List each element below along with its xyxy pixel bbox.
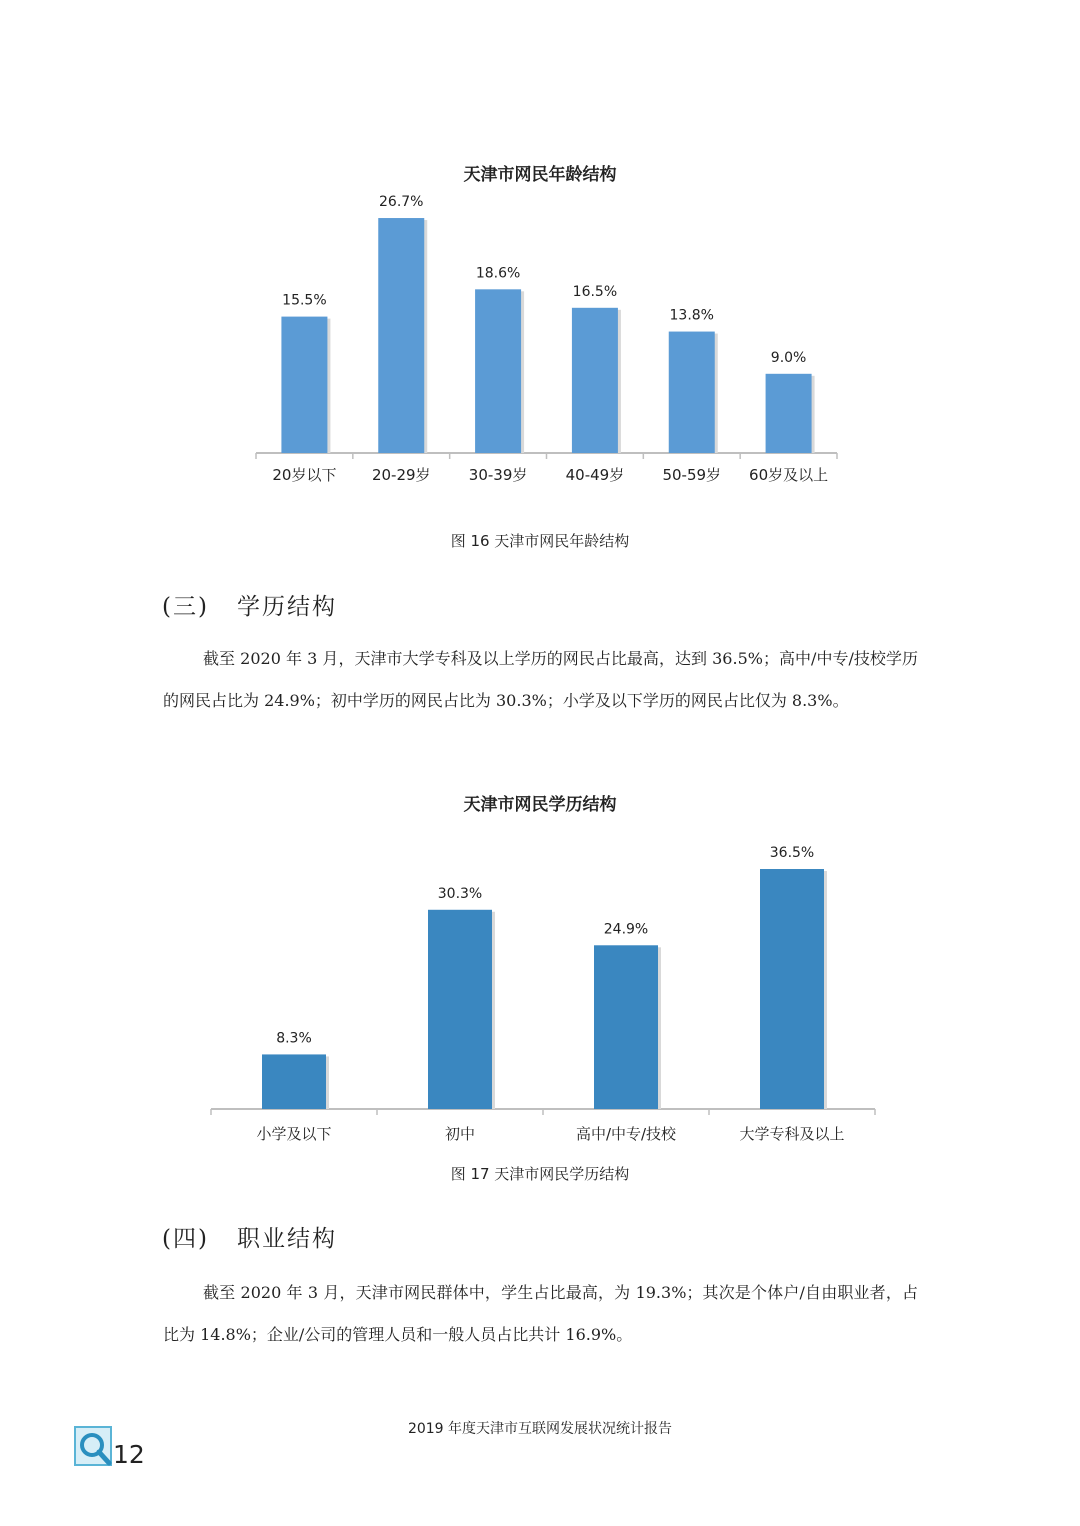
education-paragraph: 截至 2020 年 3 月，天津市大学专科及以上学历的网民占比最高，达到 36.5%；高中/中专/技校学历的网民占比为 24.9%；初中学历的网民占比为 30.3%；小学及以下学历的网民占比仅为 8.3%。 <box>163 649 918 710</box>
bar <box>594 945 658 1109</box>
category-label: 小学及以下 <box>256 1125 332 1143</box>
category-label: 大学专科及以上 <box>739 1125 845 1143</box>
bar <box>262 1054 326 1109</box>
education-chart-caption: 图 17 天津市网民学历结构 <box>450 1165 630 1183</box>
footer-report-title: 2019 年度天津市互联网发展状况统计报告 <box>407 1421 673 1437</box>
age-bar-chart <box>0 195 1080 495</box>
education-bar-chart <box>0 830 1080 1150</box>
bar <box>428 910 492 1109</box>
data-label: 9.0% <box>770 349 807 366</box>
data-label: 36.5% <box>769 845 815 862</box>
data-label: 26.7% <box>379 195 424 211</box>
report-logo-icon <box>74 1426 112 1466</box>
category-label: 60岁及以上 <box>749 466 829 484</box>
bar <box>475 289 521 453</box>
bar <box>669 332 715 453</box>
category-label: 20岁以下 <box>272 466 337 484</box>
bar <box>281 317 327 453</box>
section-heading-education <box>162 588 337 621</box>
section-heading-occupation <box>162 1220 337 1253</box>
bar <box>760 869 824 1109</box>
data-label: 8.3% <box>276 1030 312 1047</box>
bar <box>766 374 812 453</box>
bar <box>572 308 618 453</box>
category-label: 30-39岁 <box>468 466 528 484</box>
data-label: 30.3% <box>437 885 483 902</box>
section-number: (三) <box>162 594 209 620</box>
section-number: (四) <box>162 1226 209 1252</box>
category-label: 初中 <box>444 1125 476 1143</box>
page-number: 12 <box>113 1440 145 1469</box>
age-chart-caption: 图 16 天津市网民年龄结构 <box>450 532 630 550</box>
data-label: 18.6% <box>475 265 521 282</box>
occupation-paragraph: 截至 2020 年 3 月，天津市网民群体中，学生占比最高，为 19.3%；其次是个体户/自由职业者，占比为 14.8%；企业/公司的管理人员和一般人员占比共计 16.9%。 <box>163 1283 918 1344</box>
category-label: 50-59岁 <box>662 466 722 484</box>
data-label: 13.8% <box>669 307 714 324</box>
section-title: 学历结构 <box>236 594 337 620</box>
data-label: 24.9% <box>603 921 649 938</box>
category-label: 高中/中专/技校 <box>575 1125 677 1143</box>
age-chart-title: 天津市网民年龄结构 <box>463 165 617 185</box>
data-label: 15.5% <box>282 292 327 309</box>
data-label: 16.5% <box>572 283 618 300</box>
category-label: 20-29岁 <box>371 466 431 484</box>
category-label: 40-49岁 <box>565 466 625 484</box>
education-chart-title: 天津市网民学历结构 <box>463 795 617 815</box>
bar <box>378 218 424 453</box>
section-title: 职业结构 <box>236 1226 337 1252</box>
